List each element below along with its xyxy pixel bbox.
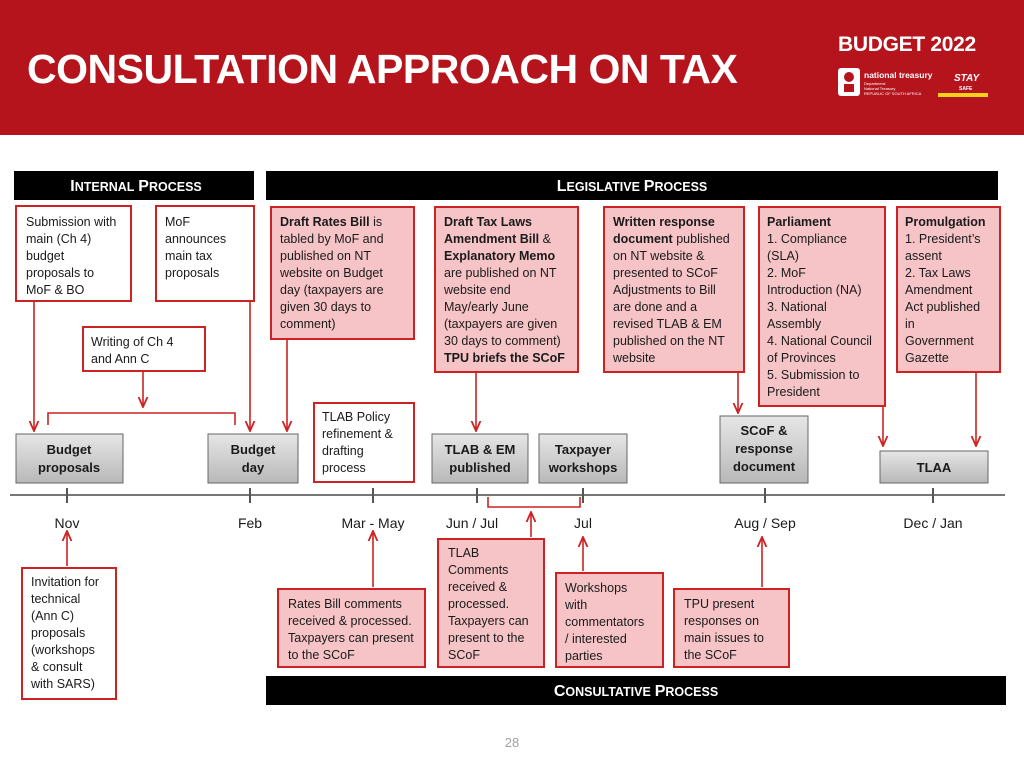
draft-rates-text: tabled by MoF and <box>280 232 384 246</box>
draft-rates-text: Draft Rates Bill is <box>280 215 383 229</box>
tpu-present-text: TPU present <box>684 597 755 611</box>
draft-rates-text: website on Budget <box>280 266 383 280</box>
stay-logo-text: STAY <box>954 73 980 84</box>
invitation-text: with SARS) <box>31 677 95 691</box>
tlab-policy-text: process <box>322 461 366 475</box>
writing-ch4-text: Writing of Ch 4 <box>91 335 174 349</box>
submission-text: proposals to <box>26 266 95 280</box>
invitation-text: technical <box>31 592 81 606</box>
invitation-text: Invitation for <box>31 575 100 589</box>
parliament-text: of Provinces <box>767 351 836 365</box>
scof-response-label: SCoF & <box>740 423 788 438</box>
invitation-text: & consult <box>31 660 83 674</box>
parliament-text: 3. National <box>767 300 827 314</box>
draft-tlab-text: May/early June <box>444 300 529 314</box>
page-title: CONSULTATION APPROACH ON TAX <box>27 46 738 92</box>
draft-tlab-text: (taxpayers are given <box>444 317 558 331</box>
timeline-label: Jul <box>574 515 592 531</box>
tpu-present-text: the SCoF <box>684 648 737 662</box>
tlaa-label: TLAA <box>916 460 952 475</box>
tlab-policy-text: TLAB Policy <box>322 410 391 424</box>
written-response-text: revised TLAB & EM <box>613 317 722 331</box>
draft-tlab-text: Explanatory Memo <box>444 249 556 263</box>
promulgation-text: Promulgation <box>905 215 986 229</box>
promulgation-text: Gazette <box>905 351 949 365</box>
timeline-label: Nov <box>54 515 80 531</box>
draft-rates-text: day (taxpayers are <box>280 283 384 297</box>
tlab-comments-text: SCoF <box>448 648 480 662</box>
draft-tlab-text: website end <box>444 283 511 297</box>
budget-day-label: Budget <box>230 442 276 457</box>
workshops-text: parties <box>565 649 603 663</box>
parliament-text: 2. MoF <box>767 266 806 280</box>
promulgation-text: 2. Tax Laws <box>905 266 971 280</box>
logo-text: national treasury <box>864 70 933 80</box>
parliament-text: Parliament <box>767 215 831 229</box>
submission-text: MoF & BO <box>26 283 85 297</box>
submission-text: main (Ch 4) <box>26 232 92 246</box>
legislative-process-label: LEGISLATIVE PROCESS <box>556 178 708 195</box>
tlab-comments-text: TLAB <box>448 546 480 560</box>
submission-text: Submission with <box>26 215 117 229</box>
invitation-text: (Ann C) <box>31 609 75 623</box>
promulgation-text: Act published <box>905 300 981 314</box>
logo-subtext: REPUBLIC OF SOUTH AFRICA <box>864 91 922 96</box>
promulgation-text: assent <box>905 249 942 263</box>
consultative-process-label: CONSULTATIVE PROCESS <box>553 683 719 700</box>
submission-text: budget <box>26 249 65 263</box>
invitation-text: proposals <box>31 626 86 640</box>
written-response-text: published on the NT <box>613 334 725 348</box>
logo-subtext: Department: <box>864 81 887 86</box>
mof-announces-text: announces <box>165 232 227 246</box>
tlab-policy-text: refinement & <box>322 427 393 441</box>
tpu-present-text: responses on <box>684 614 760 628</box>
rates-comments-text: Rates Bill comments <box>288 597 402 611</box>
draft-tlab-text: Draft Tax Laws <box>444 215 532 229</box>
timeline-label: Jun / Jul <box>445 515 499 531</box>
rates-comments-text: to the SCoF <box>288 648 355 662</box>
parliament-text: Assembly <box>767 317 822 331</box>
internal-process-label: INTERNAL PROCESS <box>70 178 202 195</box>
tlab-em-label: TLAB & EM <box>444 442 516 457</box>
tlab-comments-text: Taxpayers can <box>448 614 529 628</box>
mof-announces-text: proposals <box>165 266 220 280</box>
budget-proposals-label: proposals <box>37 460 101 475</box>
written-response-text: are done and a <box>613 300 698 314</box>
workshops-text: with <box>565 598 588 612</box>
tpu-present-text: main issues to <box>684 631 764 645</box>
draft-rates-text: published on NT <box>280 249 372 263</box>
written-response-text: document published <box>613 232 730 246</box>
draft-tlab-text: Amendment Bill & <box>444 232 551 246</box>
draft-tlab-text: 30 days to comment) <box>444 334 561 348</box>
budget-proposals-label: Budget <box>46 442 92 457</box>
timeline-label: Dec / Jan <box>903 515 963 531</box>
promulgation-text: 1. President’s <box>905 232 981 246</box>
scof-response-label: response <box>735 441 793 456</box>
tlab-policy-text: drafting <box>322 444 364 458</box>
rates-comments-text: Taxpayers can present <box>288 631 414 645</box>
promulgation-text: Government <box>905 334 974 348</box>
invitation-text: (workshops <box>31 643 95 657</box>
draft-tlab-text: are published on NT <box>444 266 557 280</box>
parliament-text: President <box>767 385 820 399</box>
written-response-text: Written response <box>613 215 715 229</box>
draft-tlab-text: TPU briefs the SCoF <box>444 351 565 365</box>
promulgation-text: in <box>905 317 915 331</box>
timeline-label: Feb <box>237 515 263 531</box>
tlab-comments-text: Comments <box>448 563 509 577</box>
parliament-text: 1. Compliance <box>767 232 847 246</box>
page-number: 28 <box>504 735 520 750</box>
parliament-text: (SLA) <box>767 249 799 263</box>
draft-rates-text: comment) <box>280 317 336 331</box>
rates-comments-text: received & processed. <box>288 614 412 628</box>
safe-logo-text: SAFE <box>959 86 973 92</box>
tlab-em-label: published <box>449 460 511 475</box>
writing-ch4-text: and Ann C <box>91 352 150 366</box>
taxpayer-workshops-label: Taxpayer <box>554 442 612 457</box>
budget-brand: BUDGET 2022 <box>838 33 976 56</box>
written-response-text: on NT website & <box>613 249 705 263</box>
tlab-comments-text: received & <box>448 580 508 594</box>
taxpayer-workshops-label: workshops <box>548 460 618 475</box>
workshops-text: Workshops <box>565 581 628 595</box>
tlab-comments-text: processed. <box>448 597 510 611</box>
tlab-comments-text: present to the <box>448 631 525 645</box>
mof-announces-text: main tax <box>165 249 213 263</box>
logo-subtext: National Treasury <box>864 86 896 91</box>
draft-rates-text: given 30 days to <box>280 300 372 314</box>
parliament-text: 5. Submission to <box>767 368 860 382</box>
written-response-text: Adjustments to Bill <box>613 283 716 297</box>
mof-announces-text: MoF <box>165 215 190 229</box>
written-response-text: website <box>613 351 656 365</box>
parliament-text: 4. National Council <box>767 334 872 348</box>
promulgation-text: Amendment <box>905 283 973 297</box>
timeline-label: Aug / Sep <box>734 515 796 531</box>
scof-response-label: document <box>732 459 796 474</box>
workshops-text: commentators <box>565 615 645 629</box>
workshops-text: / interested <box>565 632 627 646</box>
budget-day-label: day <box>241 460 265 475</box>
timeline-label: Mar - May <box>341 515 405 531</box>
parliament-text: Introduction (NA) <box>767 283 862 297</box>
written-response-text: presented to SCoF <box>613 266 718 280</box>
